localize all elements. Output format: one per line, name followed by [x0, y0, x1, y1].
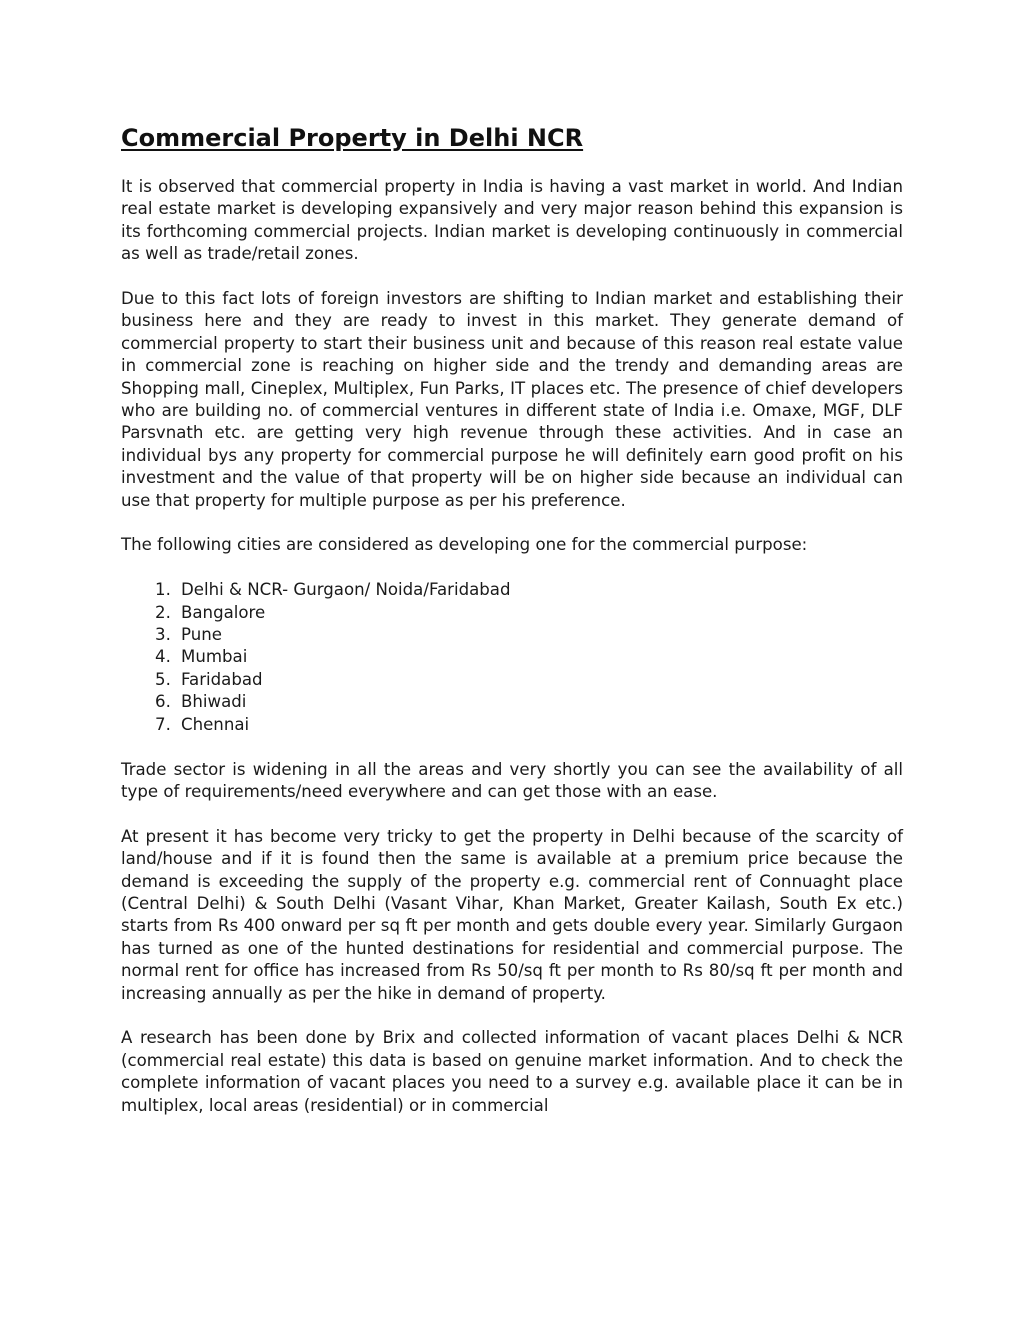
list-item: Bangalore — [181, 602, 266, 622]
list-item: Mumbai — [181, 647, 248, 667]
paragraph-cities-intro: The following cities are considered as developing one for the commercial purpose: — [121, 535, 808, 555]
list-item: Pune — [181, 625, 222, 645]
page-title: Commercial Property in Delhi NCR — [121, 124, 584, 152]
list-item: Delhi & NCR- Gurgaon/ Noida/Faridabad — [181, 580, 511, 600]
paragraph-brix-research: A research has been done by Brix and collected information of vacant places Delhi & NCR (commercial real estate) this data is based on genuine market information. And to check the complete information of vacant places you need to a survey e.g. available place it can be in multiplex, local areas (residential) or in commercial — [121, 1028, 903, 1115]
list-item: Chennai — [181, 714, 250, 734]
document-page — [121, 123, 903, 1139]
paragraph-delhi-rent: At present it has become very tricky to get the property in Delhi because of the scarcity of land/house and if it is found then the same is available at a premium price because the demand is exceeding the supply of the property e.g. commercial rent of Connuaght place (Central Delhi) & South Delhi (Vasant Vihar, Khan Market, Greater Kailash, South Ex etc.) starts from Rs 400 onward per sq ft per month and gets double every year. Similarly Gurgaon has turned as one of the hunted destinations for residential and commercial purpose. The normal rent for office has increased from Rs 50/sq ft per month to Rs 80/sq ft per month and increasing annually as per the hike in demand of property. — [121, 826, 903, 1003]
paragraph-investors: Due to this fact lots of foreign investors are shifting to Indian market and establishing their business here and they are ready to invest in this market. They generate demand of commercial property to start their business unit and because of this reason real estate value in commercial zone is reaching on higher side and the trendy and demanding areas are Shopping mall, Cineplex, Multiplex, Fun Parks, IT places etc. The presence of chief developers who are building no. of commercial ventures in different state of India i.e. Omaxe, MGF, DLF Parsvnath etc. are getting very high revenue through these activities. And in case an individual bys any property for commercial purpose he will definitely earn good profit on his investment and the value of that property will be on higher side because an individual can use that property for multiple purpose as per his preference. — [121, 289, 903, 510]
cities-list — [121, 579, 903, 736]
paragraph-trade-sector: Trade sector is widening in all the areas and very shortly you can see the availability of all type of requirements/need everywhere and can get those with an ease. — [121, 759, 903, 801]
list-item: Bhiwadi — [181, 692, 247, 712]
paragraph-intro: It is observed that commercial property in India is having a vast market in world. And Indian real estate market is developing expansively and very major reason behind this expansion is its forthcoming commercial projects. Indian market is developing continuously in commercial as well as trade/retail zones. — [121, 177, 903, 264]
list-item: Faridabad — [181, 669, 263, 689]
